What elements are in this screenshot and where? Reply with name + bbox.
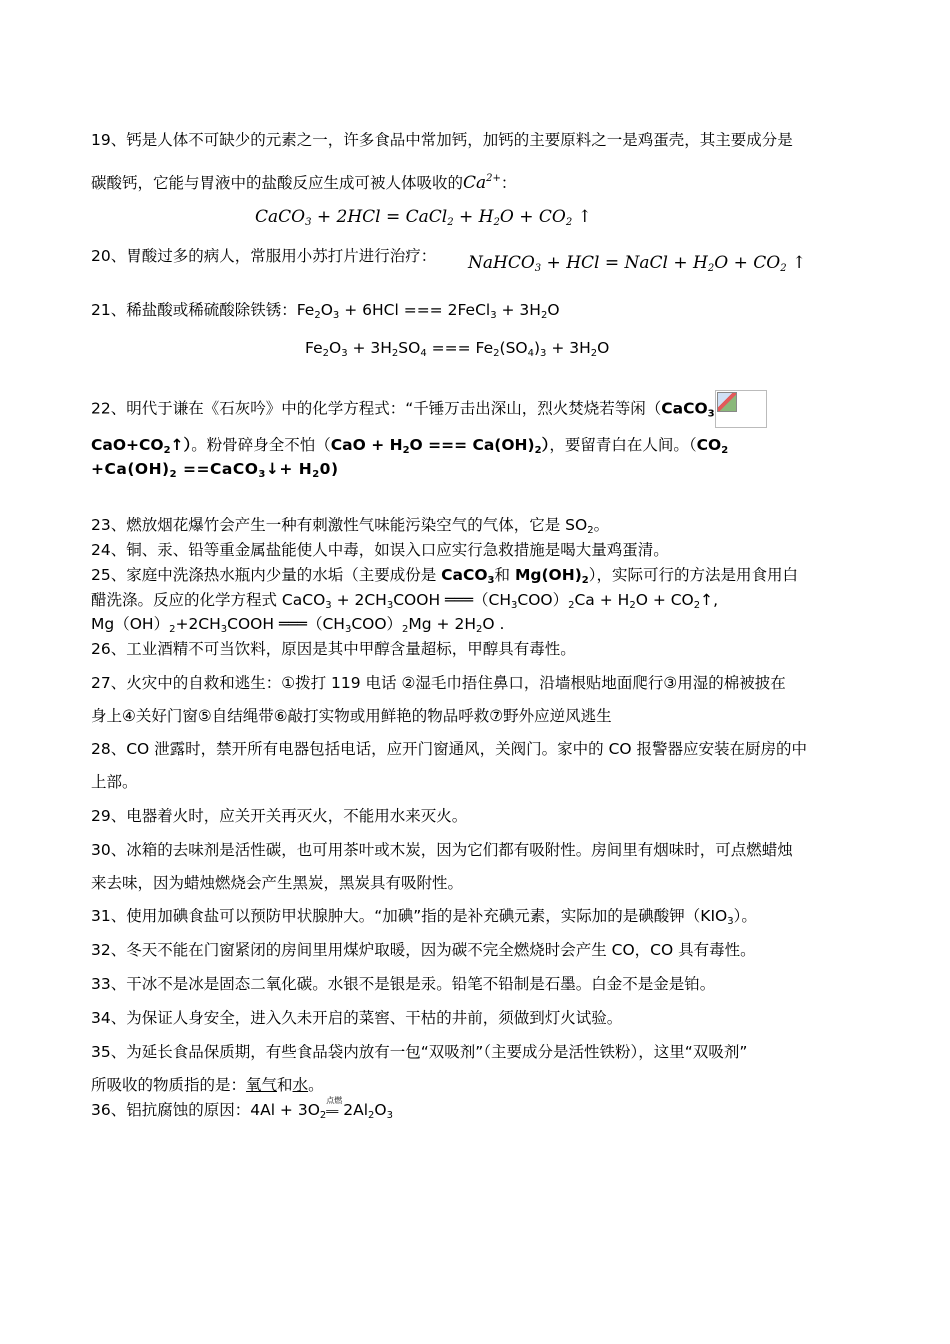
item-33: 33、干冰不是冰是固态二氧化碳。水银不是银是汞。铅笔不铅制是石墨。白金不是金是铂。 — [91, 975, 716, 993]
item-22-line1: 22、明代于谦在《石灰吟》中的化学方程式：“千锤万击出深山，烈火焚烧若等闲（CaCO$_3$ — [91, 390, 767, 428]
item-35-line1: 35、为延长食品保质期，有些食品袋内放有一包“双吸剂”（主要成分是活性铁粉），这里“双吸剂” — [91, 1043, 748, 1061]
item-23: 23、燃放烟花爆竹会产生一种有刺激性气味能污染空气的气体，它是 $SO_2$。 — [91, 516, 610, 536]
reaction-condition: 点燃 ══ — [326, 1096, 343, 1118]
item-25-line3: $Mg(OH)_2+2CH_3COOH$ $═══(CH_3COO)_2Mg + 2H_2O$ . — [91, 615, 505, 635]
item-19-line2: 碳酸钙，它能与胃液中的盐酸反应生成可被人体吸收的$Ca^{2+}$： — [91, 173, 517, 193]
item-30-line2: 来去味，因为蜡烛燃烧会产生黑炭，黑炭具有吸附性。 — [91, 874, 464, 892]
item-19-line1: 19、钙是人体不可缺少的元素之一，许多食品中常加钙，加钙的主要原料之一是鸡蛋壳，其主要成分是 — [91, 131, 793, 149]
item-28-line2: 上部。 — [91, 773, 138, 791]
item-34: 34、为保证人身安全，进入久未开启的菜窖、干枯的井前，须做到灯火试验。 — [91, 1009, 623, 1027]
item-27-line1: 27、火灾中的自救和逃生：①拨打 119 电话 ②湿毛巾捂住鼻口，沿墙根贴地面爬行③用湿的棉被披在 — [91, 674, 786, 692]
item-29: 29、电器着火时，应关开关再灭火，不能用水来灭火。 — [91, 807, 468, 825]
item-21-line2: $Fe_2O_3 + 3H_2SO_4$ === $Fe_2(SO_4)_3 + 3H_2O$ — [305, 339, 610, 359]
item-31: 31、使用加碘食盐可以预防甲状腺肿大。“加碘”指的是补充碘元素，实际加的是碘酸钾$(KIO_3)$。 — [91, 907, 757, 927]
item-30-line1: 30、冰箱的去味剂是活性碳，也可用茶叶或木炭，因为它们都有吸附性。房间里有烟味时，可点燃蜡烛 — [91, 841, 793, 859]
item-36: 36、铝抗腐蚀的原因：$4Al + 3O_2$ 点燃 ══ $2Al_2O_3$ — [91, 1096, 393, 1121]
item-28-line1: 28、CO 泄露时，禁开所有电器包括电话，应开门窗通风，关阀门。家中的 CO 报警器应安装在厨房的中 — [91, 740, 808, 758]
answer-oxygen: 氧气 — [246, 1076, 278, 1094]
item-32: 32、冬天不能在门窗紧闭的房间里用煤炉取暖，因为碳不完全燃烧时会产生 CO，CO 具有毒性。 — [91, 941, 756, 959]
item-22-line2: $CaO+CO_2↑$）。粉骨碎身全不怕（$CaO + H_2O$ === $Ca(OH)_2$），要留青白在人间。（$CO_2$ — [91, 436, 729, 456]
item-25-line2: 醋洗涤。反应的化学方程式 CaCO$_3$ + $2CH_3COOH$ $═══(CH_3COO)_2Ca + H_2O$ + $CO_2↑$, — [91, 591, 719, 611]
broken-image-icon — [715, 390, 767, 428]
item-24: 24、铜、汞、铅等重金属盐能使人中毒，如误入口应实行急救措施是喝大量鸡蛋清。 — [91, 541, 669, 559]
calcium-ion: $Ca^{2+}$ — [463, 173, 501, 193]
item-20-equation: NaHCO$_3$ + HCl = NaCl + $H_2O + CO_2$ ↑ — [468, 253, 807, 274]
item-20-text: 20、胃酸过多的病人，常服用小苏打片进行治疗： — [91, 247, 437, 265]
answer-water: 水 — [292, 1076, 309, 1094]
item-25-line1: 25、家庭中洗涤热水瓶内少量的水垢（主要成份是 CaCO$_3$和 $Mg(OH)_2$），实际可行的方法是用食用白 — [91, 566, 799, 586]
item-26: 26、工业酒精不可当饮料，原因是其中甲醇含量超标，甲醇具有毒性。 — [91, 640, 576, 658]
item-19-equation: CaCO$_3$ + 2HCl = CaCl$_2$ + $H_2O + CO_2$ ↑ — [255, 207, 592, 228]
item-35-line2: 所吸收的物质指的是：氧气和水。 — [91, 1076, 324, 1094]
item-27-line2: 身上④关好门窗⑤自结绳带⑥敲打实物或用鲜艳的物品呼救⑦野外应逆风逃生 — [91, 707, 612, 725]
item-21-line1: 21、稀盐酸或稀硫酸除铁锈：$Fe_2O_3 + 6HCl$ === 2FeCl$_3$ + $3H_2O$ — [91, 301, 560, 321]
item-22-line3: $+Ca(OH)_2$ ==CaCO$_3$↓+ $H_20$) — [91, 460, 339, 480]
